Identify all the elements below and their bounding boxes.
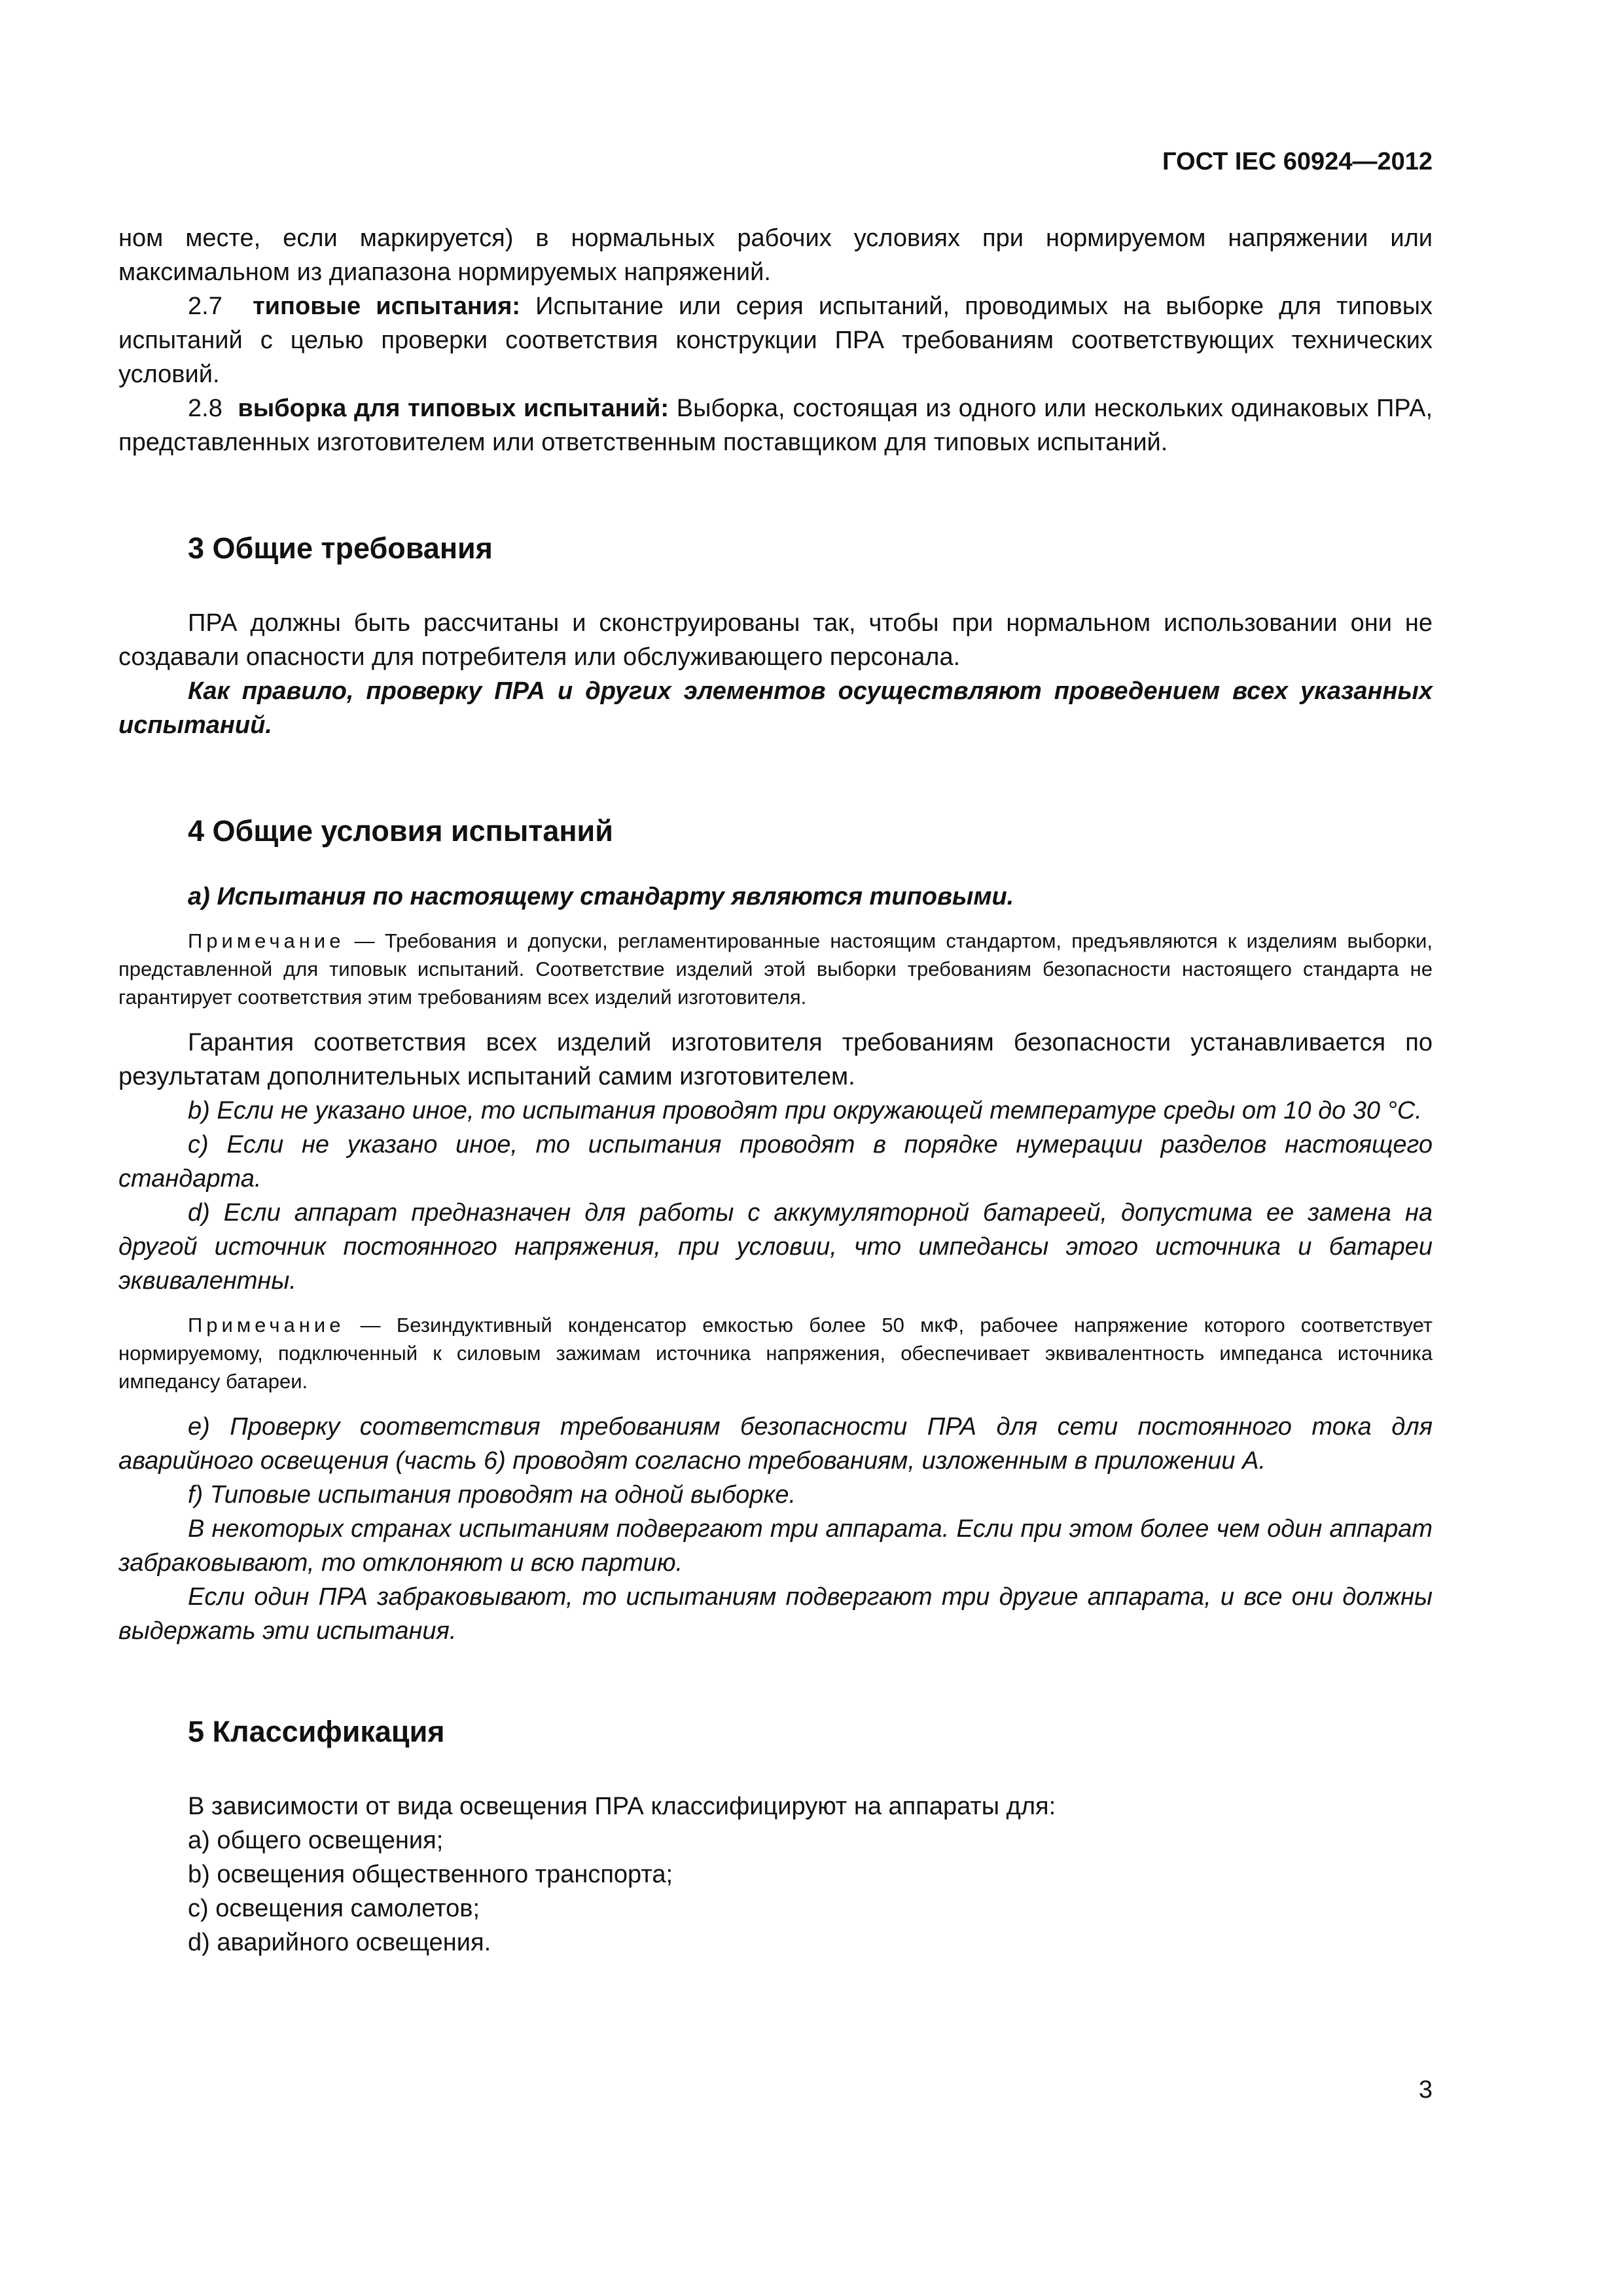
item-f-paragraph-2: Если один ПРА забраковывают, то испытаниям подвергают три другие аппарата, и все они должны выдержать эти испытания. (118, 1583, 1433, 1645)
document-code-header: ГОСТ IEC 60924—2012 (1162, 148, 1433, 175)
note-label: Примечание (188, 929, 345, 952)
item-f: f) Типовые испытания проводят на одной выборке. (188, 1481, 796, 1509)
note-2 (118, 1311, 1433, 1395)
classification-item: c) освещения самолетов; (188, 1895, 480, 1922)
guarantee-paragraph: Гарантия соответствия всех изделий изготовителя требованиям безопасности устанавливается по результатам дополнительных испытаний самим изготовителем. (118, 1029, 1433, 1090)
definition-term: типовые испытания: (253, 293, 521, 320)
section-4-heading: 4 Общие условия испытаний (188, 814, 613, 848)
definition-term: выборка для типовых испытаний: (238, 395, 669, 422)
item-c: c) Если не указано иное, то испытания проводят в порядке нумерации разделов настоящего стандарта. (118, 1131, 1433, 1193)
definition-2-7 (118, 289, 1433, 391)
classification-item: d) аварийного освещения. (188, 1929, 491, 1956)
section-3-paragraph: ПРА должны быть рассчитаны и сконструированы так, чтобы при нормальном использовании они не создавали опасности для потребителя или обслуживающего персонала. (118, 609, 1433, 671)
section-5-intro: В зависимости от вида освещения ПРА классифицируют на аппараты для: (188, 1793, 1056, 1820)
note-text: — Безиндуктивный конденсатор емкостью более 50 мкФ, рабочее напряжение которого соответствует нормируемому, подключенный к силовым зажимам источника напряжения, обеспечивает эквивалентность импеданса источника импедансу батареи. (118, 1314, 1433, 1393)
classification-item: b) освещения общественного транспорта; (188, 1861, 673, 1888)
definition-text: Выборка, состоящая из одного или нескольких одинаковых ПРА, представленных изготовителем или ответственным поставщиком для типовых испытаний. (118, 395, 1433, 456)
item-e: e) Проверку соответствия требованиям безопасности ПРА для сети постоянного тока для аварийного освещения (часть 6) проводят согласно требованиям, изложенным в приложении А. (118, 1413, 1433, 1475)
definition-2-8 (118, 391, 1433, 459)
page-body (118, 0, 1433, 1960)
section-5-heading: 5 Классификация (188, 1715, 445, 1748)
definition-text: Испытание или серия испытаний, проводимых на выборке для типовых испытаний с целью проверки соответствия конструкции ПРА требованиям соответствующих технических условий. (118, 293, 1433, 388)
item-d: d) Если аппарат предназначен для работы с аккумуляторной батареей, допустима ее замена на другой источник постоянного напряжения, при условии, что импедансы этого источника и батареи эквивалентны. (118, 1199, 1433, 1295)
section-3-emphasis: Как правило, проверку ПРА и других элементов осуществляют проведением всех указанных испытаний. (118, 677, 1433, 739)
continuation-paragraph: ном месте, если маркируется) в нормальных рабочих условиях при нормируемом напряжении или максимальном из диапазона нормируемых напряжений. (118, 224, 1433, 286)
page-number: 3 (1418, 2076, 1433, 2104)
definition-number: 2.8 (188, 395, 223, 422)
item-a: a) Испытания по настоящему стандарту являются типовыми. (188, 883, 1014, 910)
note-1 (118, 927, 1433, 1011)
item-b: b) Если не указано иное, то испытания проводят при окружающей температуре среды от 10 до 30 °С. (188, 1097, 1422, 1124)
item-f-paragraph-1: В некоторых странах испытаниям подвергают три аппарата. Если при этом более чем один аппарат забраковывают, то отклоняют и всю партию. (118, 1515, 1433, 1577)
note-text: — Требования и допуски, регламентированные настоящим стандартом, предъявляются к изделиям выборки, представленной для типовык испытаний. Соответствие изделий этой выборки требованиям безопасности настоящего стандарта не гарантирует соответствия этим требованиям всех изделий изготовителя. (118, 929, 1433, 1009)
note-label: Примечание (188, 1314, 345, 1336)
section-3-heading: 3 Общие требования (188, 531, 493, 565)
classification-item: a) общего освещения; (188, 1827, 444, 1854)
definition-number: 2.7 (188, 293, 223, 320)
